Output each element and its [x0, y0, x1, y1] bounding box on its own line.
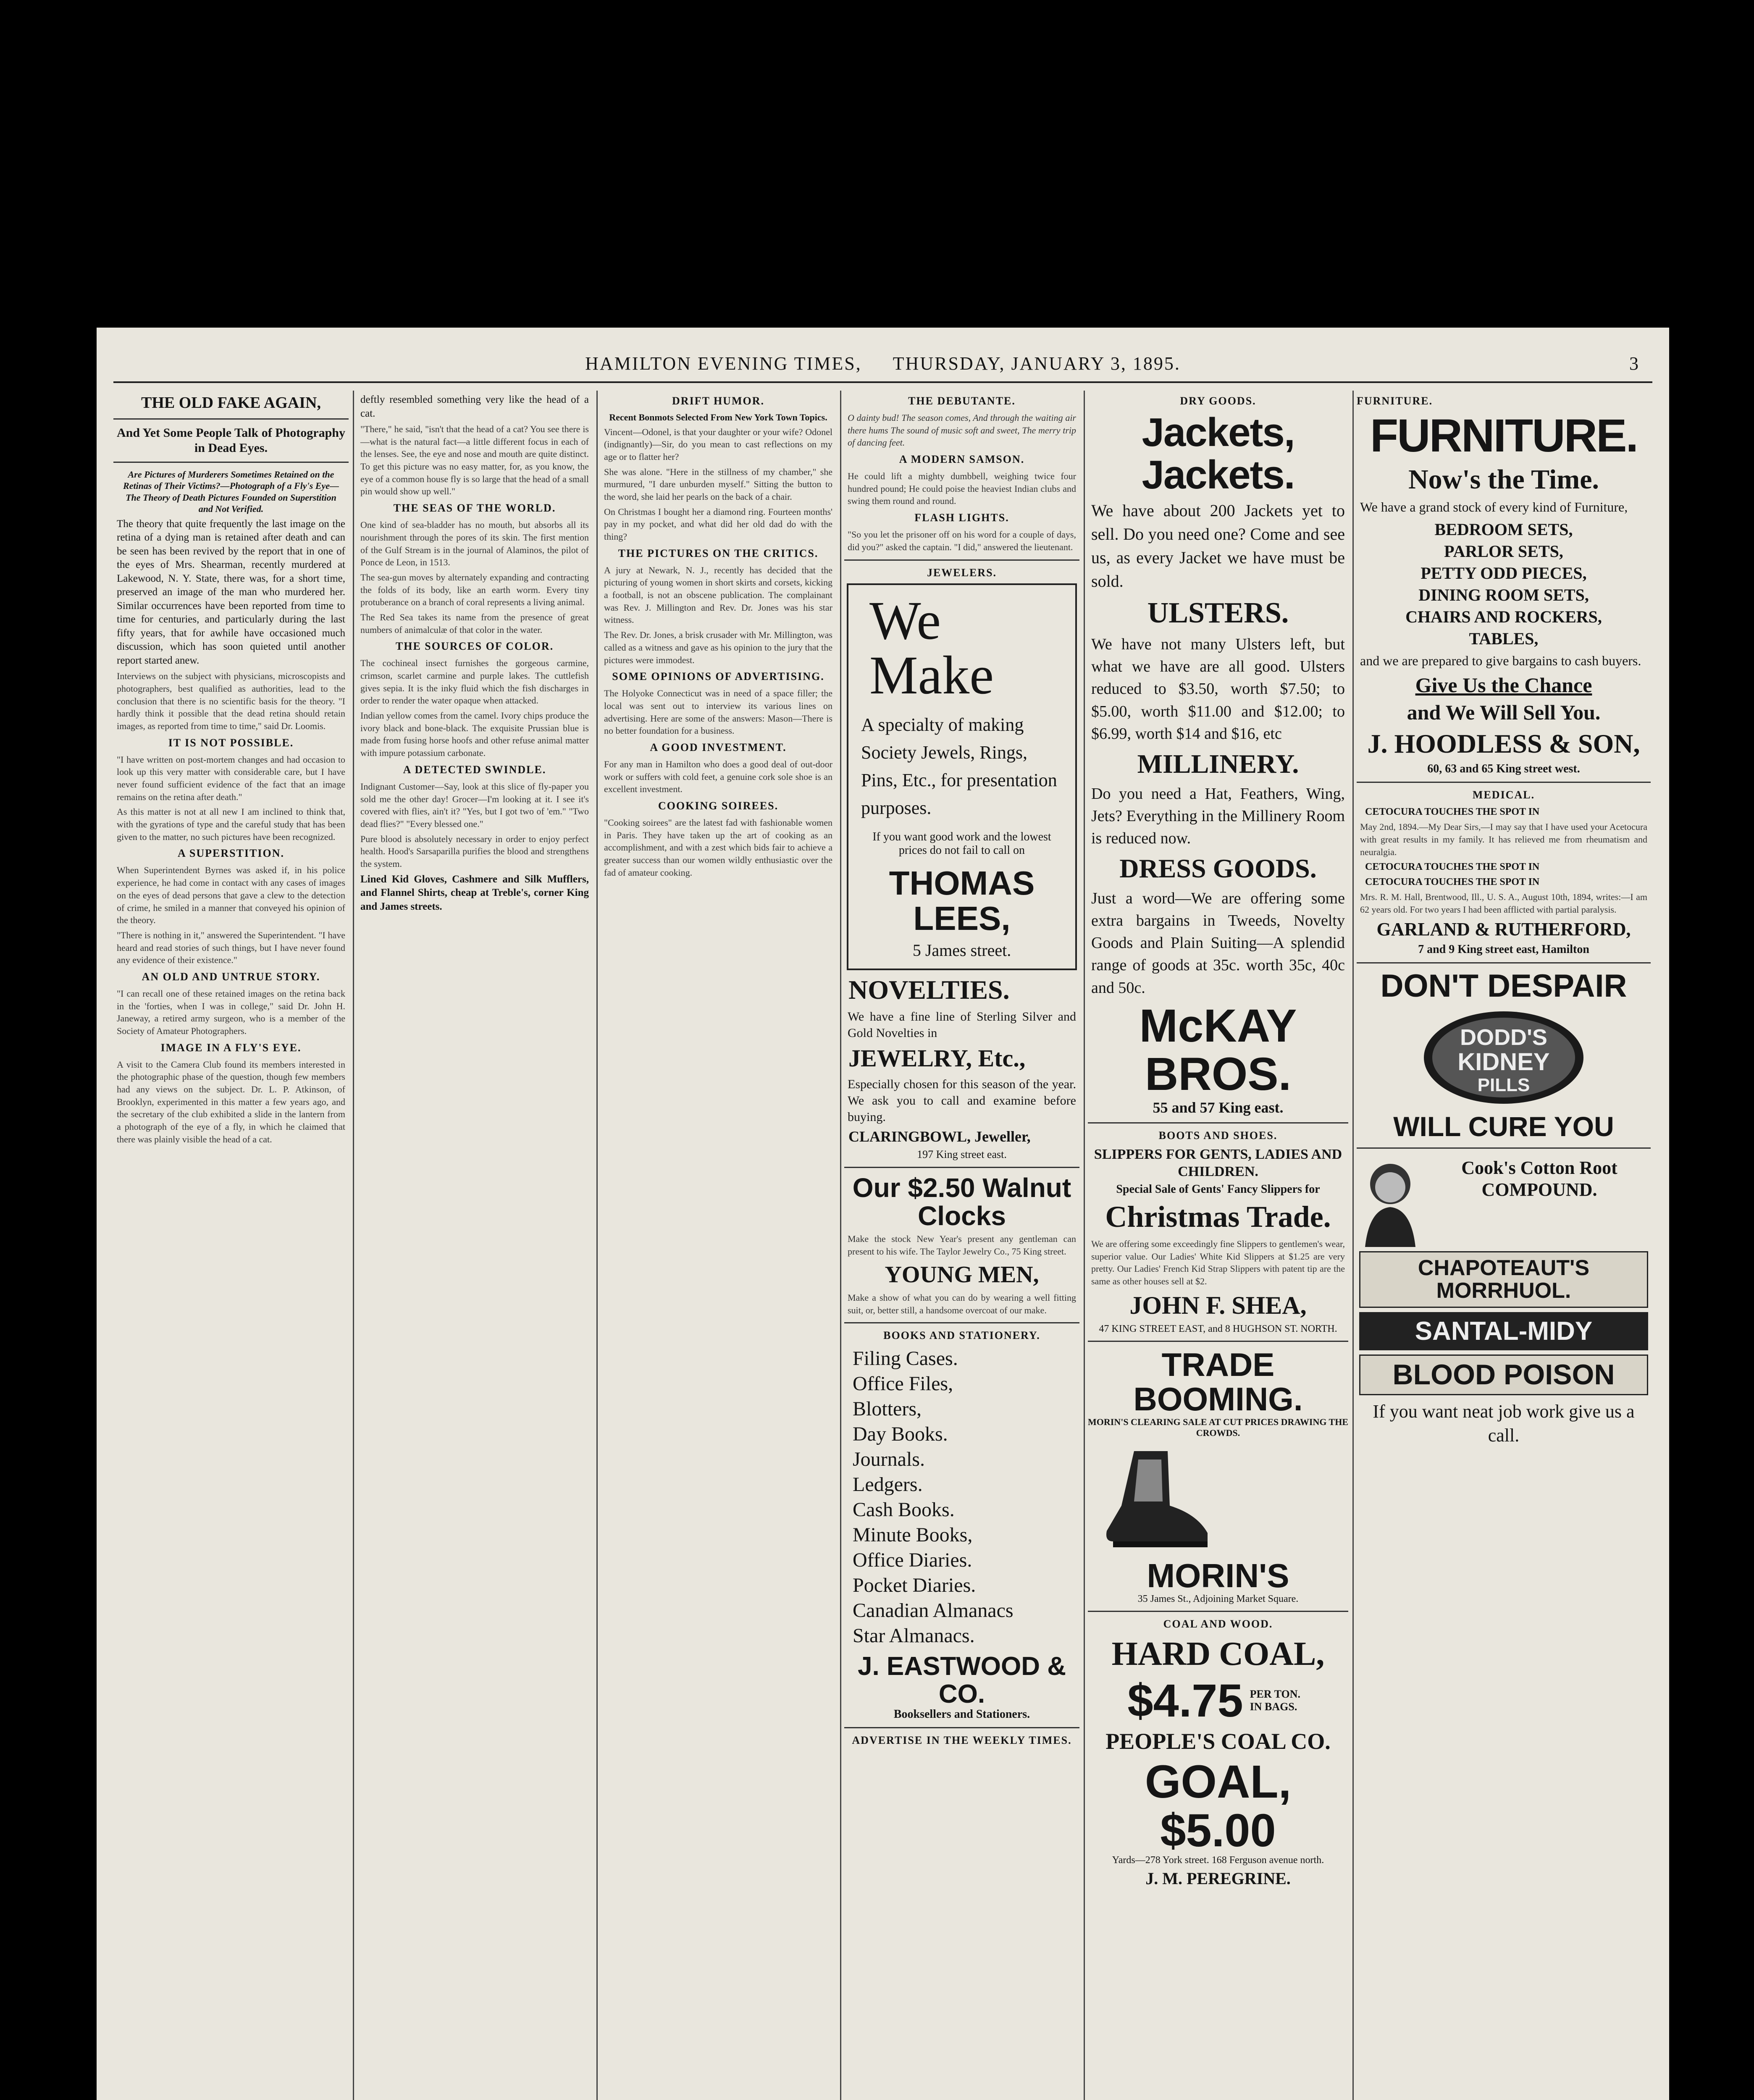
morrhuol-title: CHAPOTEAUT'S MORRHUOL.: [1418, 1255, 1590, 1303]
special-sale: Special Sale of Gents' Fancy Slippers for: [1116, 1183, 1320, 1196]
divider: [113, 418, 349, 420]
christmas-trade: Christmas Trade.: [1105, 1200, 1331, 1234]
book-list-item: Office Files,: [853, 1373, 953, 1395]
article-text: Pure blood is absolutely necessary in order to enjoy perfect health. Hood's Sarsaparilla purifies the blood and strengthens the system.: [360, 833, 589, 869]
subhead-untrue-story: AN OLD AND UNTRUE STORY.: [142, 970, 320, 983]
give-us-chance: Give Us the Chance: [1415, 673, 1592, 697]
section-furniture: FURNITURE.: [1357, 395, 1433, 407]
blood-poison-ad: [1359, 1354, 1648, 1395]
garland-address: 7 and 9 King street east, Hamilton: [1418, 943, 1589, 956]
novelties-title: NOVELTIES.: [848, 974, 1010, 1005]
furniture-body-2: and we are prepared to give bargains to cash buyers.: [1360, 653, 1641, 668]
claringbowl-address: 197 King street east.: [917, 1148, 1007, 1160]
svg-text:PILLS: PILLS: [1477, 1075, 1530, 1096]
claringbowl-name: CLARINGBOWL, Jeweller,: [848, 1128, 1031, 1145]
peoples-coal: PEOPLE'S COAL CO.: [1105, 1729, 1331, 1754]
divider: [844, 1727, 1079, 1728]
masthead: [113, 353, 1652, 374]
furniture-item: CHAIRS AND ROCKERS,: [1405, 607, 1602, 626]
article-text: The Holyoke Connecticut was in need of a space filler; the local was sent out to interview its various lines on advertising. Here are some of the answers: Mason—There is no better foundation for a business.: [604, 688, 832, 736]
divider: [844, 559, 1079, 561]
woman-portrait-icon: [1357, 1155, 1424, 1247]
eastwood-sub: Booksellers and Stationers.: [893, 1707, 1030, 1721]
will-sell-you: and We Will Sell You.: [1407, 701, 1601, 724]
column-6: [1357, 391, 1651, 2100]
cetocura-3: CETOCURA TOUCHES THE SPOT IN: [1365, 877, 1540, 888]
morin-subhead: MORIN'S CLEARING SALE AT CUT PRICES DRAWING THE CROWDS.: [1088, 1416, 1348, 1438]
article-text: Make a show of what you can do by wearing a well fitting suit, or, better still, a handsome overcoat of our make.: [848, 1292, 1076, 1315]
coal-price-row: [1088, 1677, 1348, 1725]
morrhuol-ad: [1359, 1251, 1648, 1308]
article-text: A jury at Newark, N. J., recently has decided that the picturing of young women in short skirts and corsets, kicking a football, is not an obscene publication. The complainant was Rev. J. Millington and Rev. Dr. Jones was his star witness.: [604, 564, 832, 625]
santal-ad: [1359, 1312, 1648, 1350]
mckay-address: 55 and 57 King east.: [1153, 1099, 1284, 1116]
divider: [844, 1322, 1079, 1323]
divider: [1357, 782, 1651, 783]
column-3: [601, 391, 836, 2100]
hard-coal: HARD COAL,: [1111, 1635, 1325, 1672]
subhead-advertising: SOME OPINIONS OF ADVERTISING.: [612, 670, 824, 683]
cotton-root-title: Cook's Cotton Root COMPOUND.: [1461, 1157, 1617, 1200]
section-debutante: THE DEBUTANTE.: [908, 395, 1016, 407]
book-list-item: Pocket Diaries.: [853, 1574, 976, 1597]
dress-goods-headline: DRESS GOODS.: [1119, 853, 1317, 884]
furniture-items: [1357, 519, 1651, 650]
subhead-not-possible: IT IS NOT POSSIBLE.: [168, 736, 294, 749]
jackets-body: We have about 200 Jackets yet to sell. Do you need one? Come and see us, as every Jacket we have must be sold.: [1091, 501, 1345, 591]
subhead-investment: A GOOD INVESTMENT.: [650, 741, 787, 753]
newspaper-page: [97, 328, 1669, 2100]
cotton-root-ad: [1357, 1155, 1651, 1247]
page-number: 3: [1629, 353, 1640, 374]
boot-icon: [1088, 1443, 1214, 1552]
ad-call: If you want good work and the lowest prices do not fail to call on: [872, 830, 1051, 857]
furniture-headline: FURNITURE.: [1370, 410, 1638, 462]
article-text: Indignant Customer—Say, look at this slice of fly-paper you sold me the other day! Grocer—I'm looking at it. I see it's covered with flies, ain't it? "Yes, but I got two of 'em." "Two dead flies?" "Every blessed one.": [360, 781, 589, 829]
headline-old-fake: THE OLD FAKE AGAIN,: [141, 394, 321, 412]
ad-address: 5 James street.: [912, 940, 1011, 960]
article-text: "I can recall one of these retained images on the retina back in the 'forties, when I was in college," said Dr. John H. Janeway, a retired army surgeon, who is a member of the Society of Amateur Photographers.: [117, 988, 345, 1036]
article-text: May 2nd, 1894.—My Dear Sirs,—I may say that I have used your Acetocura with great results in my family. It has relieved me from rheumatism and neuralgia.: [1360, 822, 1647, 857]
book-list-item: Journals.: [853, 1448, 925, 1471]
article-lead: The theory that quite frequently the last image on the retina of a dying man is retained after death and can be seen has been revived by the report that in one of the eyes of Mrs. Shearman, recently murdered at Lakewood, N. Y. State, there was, for a short time, preserved an image of the man who murdered her. Similar occurrences have been reported from time to time for centuries, and particularly during the last fifty years, that for awhile have occasioned much discussion, which has soon quieted until another report started anew.: [117, 518, 345, 666]
deck: Recent Bonmots Selected From New York Town Topics.: [609, 412, 827, 423]
article-continued: deftly resembled something very like the head of a cat.: [360, 394, 589, 419]
morins: MORIN'S: [1147, 1557, 1289, 1594]
article-text: As this matter is not at all new I am inclined to think that, with the gyrations of type and the careful study that has been given to the matter, no such pictures have been recognized.: [117, 806, 345, 842]
subhead-flash-lights: FLASH LIGHTS.: [914, 512, 1009, 524]
novelties-jewelry: JEWELRY, Etc.,: [848, 1045, 1026, 1072]
divider: [844, 1167, 1079, 1168]
masthead-paper-name: HAMILTON EVENING TIMES,: [585, 353, 862, 374]
subhead-seas: THE SEAS OF THE WORLD.: [393, 502, 556, 514]
cetocura-1: CETOCURA TOUCHES THE SPOT IN: [1365, 806, 1540, 818]
peregrine: J. M. PEREGRINE.: [1145, 1869, 1291, 1888]
divider: [1088, 1341, 1348, 1342]
book-list-item: Ledgers.: [853, 1473, 923, 1496]
books-list: [853, 1346, 1071, 1648]
subhead-color: THE SOURCES OF COLOR.: [395, 640, 554, 653]
article-text: He could lift a mighty dumbbell, weighing twice four hundred pound; He could poise the heaviest Indian clubs and swing them round and round.: [848, 471, 1076, 507]
weekly-times-footer: ADVERTISE IN THE WEEKLY TIMES.: [852, 1734, 1072, 1746]
column-rule: [596, 391, 598, 2100]
ad-heading-make: Make: [869, 645, 994, 706]
column-rule: [353, 391, 354, 2100]
book-list-item: Canadian Almanacs: [853, 1599, 1014, 1622]
book-list-item: Filing Cases.: [853, 1347, 958, 1370]
john-shea: JOHN F. SHEA,: [1129, 1291, 1307, 1319]
subhead-cooking: COOKING SOIREES.: [658, 800, 779, 812]
article-text: Vincent—Odonel, is that your daughter or your wife? Odonel (indignantly)—Sir, do you mean to cast reflections on my age or to flatter her?: [604, 426, 832, 462]
job-work-ad: If you want neat job work give us a call.: [1373, 1401, 1635, 1446]
article-text: Indian yellow comes from the camel. Ivory chips produce the ivory black and bone-black. The exquisite Prussian blue is made from fusing horse hoofs and other refuse animal matter with impure potassium carbonate.: [360, 710, 589, 759]
furniture-item: PETTY ODD PIECES,: [1421, 563, 1587, 583]
dodds-pill-box-icon: [1420, 1007, 1588, 1108]
section-jewelers: JEWELERS.: [927, 566, 997, 579]
hoodless-address: 60, 63 and 65 King street west.: [1427, 762, 1580, 776]
section-drift-humor: DRIFT HUMOR.: [672, 395, 764, 407]
section-boots: BOOTS AND SHOES.: [1158, 1129, 1278, 1142]
book-list-item: Office Diaries.: [853, 1549, 972, 1572]
goal-price: GOAL, $5.00: [1145, 1756, 1292, 1856]
mckay-bros: McKAY BROS.: [1139, 1000, 1297, 1100]
furniture-item: PARLOR SETS,: [1444, 541, 1563, 561]
ad-body: A specialty of making Society Jewels, Rings, Pins, Etc., for presentation purposes.: [861, 714, 1057, 818]
section-dry-goods: DRY GOODS.: [1180, 395, 1256, 407]
ad-name-thomas-lees: THOMAS LEES,: [889, 864, 1035, 937]
book-list-item: Star Almanacs.: [853, 1625, 975, 1647]
book-list-item: Blotters,: [853, 1398, 922, 1420]
subhead-critics: THE PICTURES ON THE CRITICS.: [618, 547, 819, 559]
divider: [1357, 1147, 1651, 1149]
yards-address: Yards—278 York street. 168 Ferguson avenue north.: [1112, 1855, 1324, 1866]
book-list-item: Cash Books.: [853, 1499, 955, 1521]
article-text: The sea-gun moves by alternately expanding and contracting the folds of its body, like an earth worm. Every tiny protuberance on a branch of coral represents a living animal.: [360, 572, 589, 608]
subhead-samson: A MODERN SAMSON.: [899, 453, 1025, 466]
article-text: When Superintendent Byrnes was asked if, in his police experience, he had come in contact with any cases of images on the eyes of dead persons that gave a clew to the detection of crime, he smiled in a manner that conveyed his opinion of the theory.: [117, 865, 345, 926]
novelties-body-2: Especially chosen for this season of the year. We ask you to call and examine before buying.: [848, 1077, 1076, 1124]
coal-price: $4.75: [1127, 1675, 1243, 1727]
santal-title: SANTAL-MIDY: [1415, 1316, 1593, 1346]
article-text: On Christmas I bought her a diamond ring. Fourteen months' pay in my pocket, and what did her old dad do with the thing?: [604, 506, 832, 542]
book-list-item: Minute Books,: [853, 1524, 973, 1546]
subhead-swindle: A DETECTED SWINDLE.: [403, 763, 546, 776]
subhead-photography: And Yet Some People Talk of Photography in Dead Eyes.: [117, 425, 345, 455]
section-medical: MEDICAL.: [1472, 789, 1535, 801]
garland-rutherford: GARLAND & RUTHERFORD,: [1376, 919, 1631, 940]
article-text: One kind of sea-bladder has no mouth, but absorbs all its nourishment through the pores of its skin. The first mention of the Gulf Stream is in the journal of Alaminos, the pilot of Ponce de Leon, in 1513.: [360, 520, 589, 568]
cetocura-2: CETOCURA TOUCHES THE SPOT IN: [1365, 861, 1540, 873]
column-rule: [1084, 391, 1085, 2100]
treble-ad: Lined Kid Gloves, Cashmere and Silk Mufflers, and Flannel Shirts, cheap at Treble's, corner King and James streets.: [360, 873, 589, 912]
article-text: A visit to the Camera Club found its members interested in the photographic phase of the question, though few members had any views on the subject. Dr. L. P. Atkinson, of Brooklyn, experimented in this matter a few years ago, and the secretary of the club exhibited a slide in the lantern from a photograph of the eye of a fly, in which he claimed that there was plainly visible the head of a cat.: [117, 1059, 345, 1144]
blood-poison-title: BLOOD POISON: [1392, 1358, 1615, 1391]
column-rule: [840, 391, 841, 2100]
subhead-fly-eye: IMAGE IN A FLY'S EYE.: [160, 1041, 302, 1054]
ulsters-headline: ULSTERS.: [1147, 596, 1289, 629]
article-text: Make the stock New Year's present any gentleman can present to his wife. The Taylor Jewelry Co., 75 King street.: [848, 1234, 1076, 1257]
ulsters-body: We have not many Ulsters left, but what we have are all good. Ulsters reduced to $3.50, worth $7.50; to $5.00, worth $11.00 and $12.00; to $6.99, worth $14 and $16, etc: [1091, 635, 1345, 743]
article-text: Mrs. R. M. Hall, Brentwood, Ill., U. S. A., August 10th, 1894, writes:—I am 62 years old. For two years I had been afflicted with partial paralysis.: [1360, 892, 1647, 915]
deck: Are Pictures of Murderers Sometimes Retained on the Retinas of Their Victims?—Photograph of a Fly's Eye—The Theory of Death Pictures Founded on Superstition and Not Verified.: [123, 469, 339, 514]
poem: O dainty bud! The season comes, And through the waiting air there hums The sound of music soft and sweet, The merry trip of dancing feet.: [848, 412, 1076, 448]
divider: [113, 462, 349, 463]
dont-despair: DON'T DESPAIR: [1380, 968, 1627, 1004]
article-text: The cochineal insect furnishes the gorgeous carmine, crimson, scarlet carmine and purple lakes. The cuttlefish gives sepia. It is the inky fluid which the fish discharges in order to render the water opaque when attacked.: [360, 658, 589, 706]
article-text: For any man in Hamilton who does a good deal of out-door work or suffers with cold feet, a genuine cork sole shoe is an excellent investment.: [604, 759, 832, 795]
jackets-headline: Jackets, Jackets.: [1142, 410, 1294, 497]
article-text: "So you let the prisoner off on his word for a couple of days, did you?" asked the captain. "I did," answered the lieutenant.: [848, 529, 1076, 552]
article-text: "There," he said, "isn't that the head of a cat? You see there is—what is the natural fact—a little different focus in each of the lenses. See, the eye and nose and mouth are quite distinct. To get this picture was no easy matter, for, as you know, the eye of a common house fly is so large that the head of a small pin would show up well.": [360, 424, 589, 497]
column-rule: [1352, 391, 1354, 2100]
thomas-lees-ad: [847, 583, 1077, 970]
furniture-item: DINING ROOM SETS,: [1418, 585, 1589, 604]
slippers-headline: SLIPPERS FOR GENTS, LADIES AND CHILDREN.: [1094, 1146, 1342, 1179]
masthead-date: THURSDAY, JANUARY 3, 1895.: [893, 353, 1181, 374]
walnut-clocks-ad: Our $2.50 Walnut Clocks: [852, 1172, 1071, 1231]
article-text: We are offering some exceedingly fine Slippers to gentlemen's wear, superior value. Our Ladies' White Kid Slippers at $1.25 are very pretty. Our Ladies' French Kid Strap Slippers with patent tip are the same as other houses sell at $2.: [1091, 1239, 1345, 1287]
column-2: [357, 391, 592, 2100]
coal-per-ton: PER TON. IN BAGS.: [1250, 1688, 1301, 1713]
shea-address: 47 KING STREET EAST, and 8 HUGHSON ST. NORTH.: [1099, 1323, 1337, 1334]
dress-goods-body: Just a word—We are offering some extra bargains in Tweeds, Novelty Goods and Plain Suiting—A splendid range of goods at 35c. worth 35c, 40c and 50c.: [1091, 889, 1345, 997]
book-list-item: Day Books.: [853, 1423, 948, 1446]
svg-text:KIDNEY: KIDNEY: [1457, 1048, 1550, 1076]
furniture-item: BEDROOM SETS,: [1434, 520, 1573, 539]
masthead-rule: [113, 381, 1652, 383]
article-text: She was alone. "Here in the stillness of my chamber," she murmured, "I dare unburden myself." Sitting the button to the word, she laid her pearls on the back of a chair.: [604, 466, 832, 502]
column-1: [113, 391, 349, 2100]
article-text: "Cooking soirees" are the latest fad with fashionable women in Paris. They have taken up the art of cooking as an accomplishment, and with a zest which bids fair to achieve a greater success than our women wildly enthusiastic over the fad of amateur cooking.: [604, 817, 832, 878]
article-text: "I have written on post-mortem changes and had occasion to look up this very matter with considerable care, but I have never found sufficient evidence of the fact that an image remains on the retina after death.": [117, 754, 345, 802]
svg-text:DODD'S: DODD'S: [1460, 1025, 1547, 1050]
will-cure-you: WILL CURE YOU: [1393, 1111, 1614, 1142]
morin-address: 35 James St., Adjoining Market Square.: [1137, 1593, 1299, 1604]
furniture-item: TABLES,: [1469, 629, 1539, 648]
article-text: Interviews on the subject with physicians, microscopists and photographers, best qualified as authorities, lead to the conclusion that there is no scientific basis for the theory. "I hardly think it possible that the dead retina should retain images, as reported from time to time," said Dr. Loomis.: [117, 671, 345, 731]
subhead-superstition: A SUPERSTITION.: [178, 847, 284, 860]
millinery-body: Do you need a Hat, Feathers, Wing, Jets? Everything in the Millinery Room is reduced now.: [1091, 785, 1345, 847]
young-men-ad: YOUNG MEN,: [885, 1261, 1039, 1288]
ad-heading-we: We: [869, 590, 941, 651]
millinery-headline: MILLINERY.: [1137, 749, 1299, 779]
column-5: [1088, 391, 1348, 2100]
trade-booming: TRADE BOOMING.: [1133, 1346, 1303, 1418]
hoodless: J. HOODLESS & SON,: [1367, 728, 1640, 759]
eastwood-name: J. EASTWOOD & CO.: [857, 1652, 1066, 1709]
divider: [1088, 1611, 1348, 1612]
column-4: [844, 391, 1079, 2100]
section-coal: COAL AND WOOD.: [1163, 1617, 1273, 1630]
furniture-body: We have a grand stock of every kind of Furniture,: [1360, 499, 1628, 515]
nows-the-time: Now's the Time.: [1408, 464, 1599, 495]
section-books: BOOKS AND STATIONERY.: [883, 1329, 1040, 1342]
divider: [1088, 1122, 1348, 1124]
divider: [1357, 962, 1651, 963]
novelties-body: We have a fine line of Sterling Silver and Gold Novelties in: [848, 1010, 1076, 1040]
article-text: "There is nothing in it," answered the Superintendent. "I have heard and read stories of such things, but I have never found any evidence of their existence.": [117, 929, 345, 966]
article-text: The Red Sea takes its name from the presence of great numbers of animalculæ of that color in the water.: [360, 612, 589, 635]
article-text: The Rev. Dr. Jones, a brisk crusader with Mr. Millington, was called as a witness and gave as his opinion to the jury that the pictures were immodest.: [604, 630, 832, 665]
